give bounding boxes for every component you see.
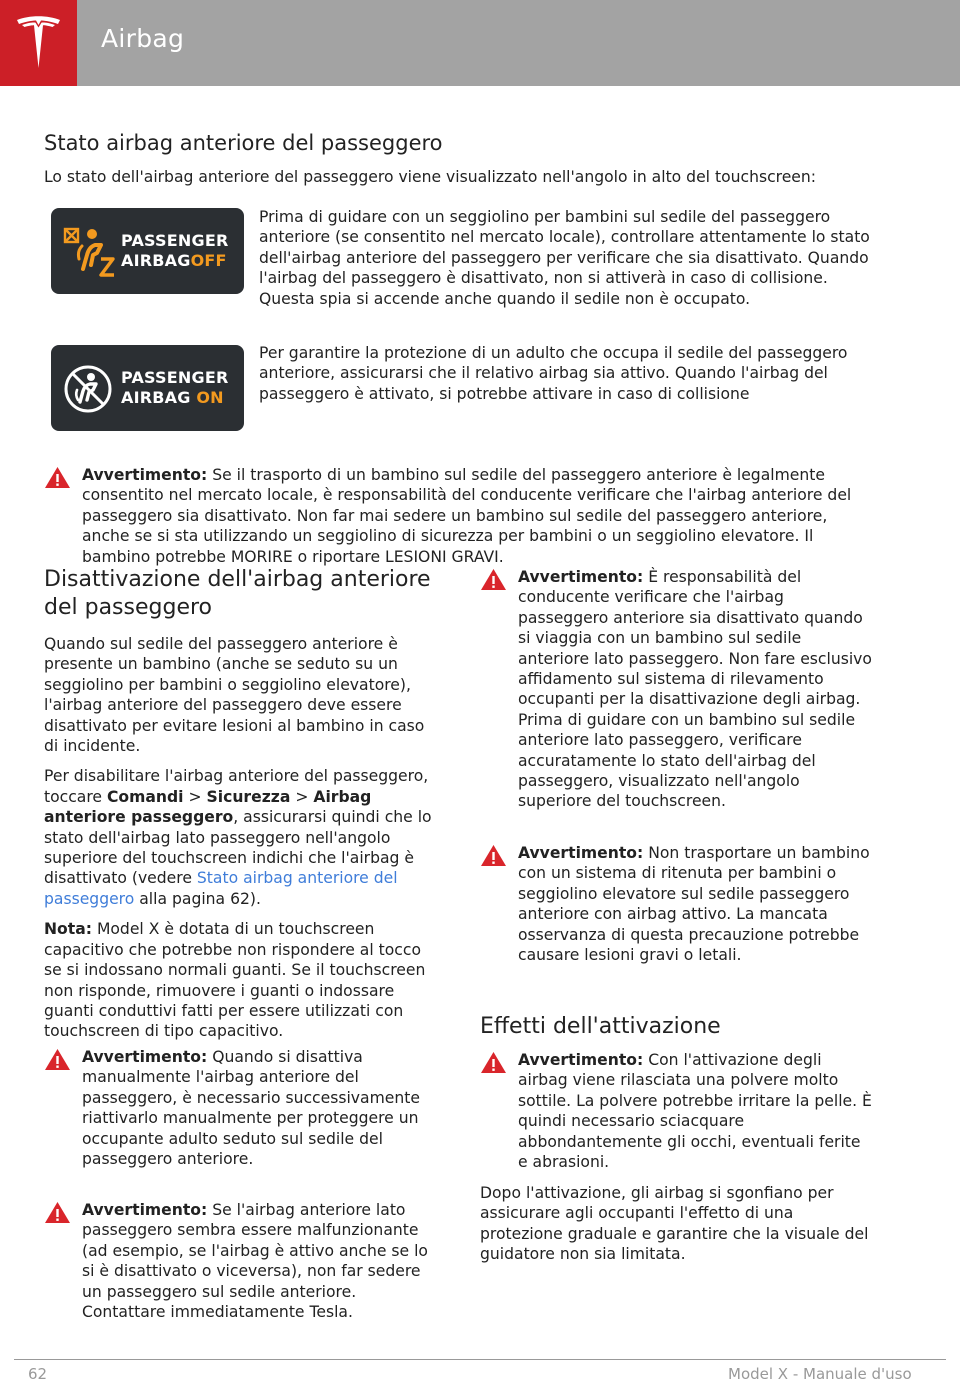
badge-on-state-word: ON <box>196 388 224 407</box>
note-label: Nota: <box>44 920 92 939</box>
footer-divider <box>14 1359 946 1360</box>
steps-text-a: Per disabilitare l'airbag anteriore del passeggero, toccare <box>44 767 429 806</box>
section-heading-effects: Effetti dell'attivazione <box>480 1014 721 1039</box>
menu-path-separator: > <box>290 787 314 806</box>
section-heading-deactivation: Disattivazione dell'airbag anteriore del passeggero <box>44 567 431 620</box>
warning-icon <box>44 466 71 489</box>
warning-label: Avvertimento: <box>82 1048 208 1066</box>
warning-icon <box>480 844 507 867</box>
deactivation-steps <box>44 766 436 909</box>
warning-child-seat <box>44 465 879 567</box>
warning-dust <box>480 1050 872 1172</box>
warning-text: Se l'airbag anteriore lato passeggero sembra essere malfunzionante (ad esempio, se l'airbag è attivo anche se lo si è disattivato o viceversa), non far sedere un passeggero sul sedile anteriore. Contattare immediatamente Tesla. <box>82 1201 428 1322</box>
page-header <box>0 0 960 86</box>
badge-off-state-word: OFF <box>190 251 227 270</box>
steps-text-c: alla pagina 62). <box>134 889 261 908</box>
warning-icon <box>480 1051 507 1074</box>
warning-label: Avvertimento: <box>82 466 208 484</box>
left-column <box>44 566 436 1052</box>
warning-child-restraint <box>480 843 872 965</box>
section-heading-status: Stato airbag anteriore del passeggero <box>44 131 443 155</box>
warning-icon <box>480 568 507 591</box>
tesla-logo-icon <box>13 14 64 72</box>
badge-on-line2 <box>121 389 224 407</box>
badge-on-line1: PASSENGER <box>121 368 229 387</box>
badge-off-line2 <box>121 252 227 270</box>
menu-path-sicurezza: Sicurezza <box>206 787 291 806</box>
badge-on-description: Per garantire la protezione di un adulto che occupa il sedile del passeggero anteriore, assicurarsi che il relativo airbag sia attivo. Quando l'airbag del passeggero è attivato, si potrebbe attivare in caso di collisione <box>259 344 848 403</box>
warning-malfunction <box>44 1200 436 1322</box>
menu-path-separator: > <box>183 787 207 806</box>
steps-text-b: , assicurarsi quindi che lo stato dell'airbag lato passeggero nell'angolo superiore del touchscreen indichi che l'airbag è disattivato (vedere <box>44 808 432 888</box>
badge-off-description: Prima di guidare con un seggiolino per bambini sul sedile del passeggero anteriore (se consentito nel mercato locale), controllare attentamente lo stato dell'airbag anteriore del passeggero per verificare che sia disattivato. Quando l'airbag del passeggero è disattivato, non si attiverà in caso di collisione. Questa spia si accende anche quando il sedile non è occupato. <box>259 208 870 308</box>
badge-off-airbag-word: AIRBAG <box>121 251 191 270</box>
airbag-on-icon <box>61 362 115 416</box>
page-title: Airbag <box>101 24 185 53</box>
tesla-logo <box>0 0 77 86</box>
document-title: Model X - Manuale d'uso <box>728 1365 912 1383</box>
warning-icon <box>44 1048 71 1071</box>
warning-label: Avvertimento: <box>518 844 644 862</box>
page-number: 62 <box>28 1365 48 1383</box>
deactivation-paragraph: Quando sul sedile del passeggero anteriore è presente un bambino (anche se seduto su un seggiolino per bambini o seggiolino elevatore), l'airbag anteriore del passeggero deve essere disattivato per evitare lesioni al bambino in caso di incidente. <box>44 635 425 756</box>
menu-path-airbag: Airbag anteriore passeggero <box>44 787 372 827</box>
passenger-airbag-on-badge <box>51 345 244 431</box>
passenger-airbag-off-badge <box>51 208 244 294</box>
warning-text: Quando si disattiva manualmente l'airbag anteriore del passeggero, è necessario successivamente riattivarlo manualmente per proteggere un occupante adulto seduto sul sedile del passeggero anteriore. <box>82 1048 420 1169</box>
warning-label: Avvertimento: <box>82 1201 208 1219</box>
warning-text: Con l'attivazione degli airbag viene rilasciata una polvere molto sottile. La polvere potrebbe irritare la pelle. È quindi necessario sciacquare abbondantemente gli occhi, eventuali ferite e abrasioni. <box>518 1051 872 1172</box>
airbag-off-icon <box>61 225 115 279</box>
warning-icon <box>44 1201 71 1224</box>
note-text: Model X è dotata di un touchscreen capacitivo che potrebbe non rispondere al tocco se si indossano normali guanti. Se il touchscreen non risponde, rimuovere i guanti o indossare guanti conduttivi fatti per essere utilizzati con touchscreen di tipo capacitivo. <box>44 920 426 1041</box>
after-deployment-paragraph: Dopo l'attivazione, gli airbag si sgonfiano per assicurare agli occupanti l'effetto di una protezione graduale e garantire che la visuale del guidatore non sia limitata. <box>480 1184 869 1264</box>
menu-path-comandi: Comandi <box>106 787 184 806</box>
warning-reactivate <box>44 1047 436 1169</box>
status-section-link[interactable]: Stato airbag anteriore del passeggero <box>44 869 398 908</box>
note-paragraph <box>44 919 436 1041</box>
badge-off-line1: PASSENGER <box>121 231 229 250</box>
warning-label: Avvertimento: <box>518 568 644 586</box>
warning-text: Se il trasporto di un bambino sul sedile del passeggero anteriore è legalmente consentito nel mercato locale, è responsabilità del conducente verificare che l'airbag anteriore del passeggero sia disattivato. Non far mai sedere un bambino sul sedile del passeggero anteriore, anche se si sta utilizzando un seggiolino di sicurezza per bambini o un seggiolino elevatore. Il bambino potrebbe MORIRE o riportare LESIONI GRAVI. <box>82 466 852 566</box>
warning-driver-responsibility <box>480 567 872 812</box>
warning-label: Avvertimento: <box>518 1051 644 1069</box>
badge-on-airbag-word: AIRBAG <box>121 388 191 407</box>
status-intro: Lo stato dell'airbag anteriore del passeggero viene visualizzato nell'angolo in alto del touchscreen: <box>44 168 817 186</box>
warning-text: Non trasportare un bambino con un sistema di ritenuta per bambini o seggiolino elevatore sul sedile passeggero anteriore con airbag attivo. La mancata osservanza di questa precauzione potrebbe causare lesioni gravi o letali. <box>518 844 870 965</box>
warning-text: È responsabilità del conducente verificare che l'airbag passeggero anteriore sia disattivato quando si viaggia con un bambino sul sedile anteriore lato passeggero. Non fare esclusivo affidamento sul sistema di rilevamento occupanti per la disattivazione degli airbag. Prima di guidare con un bambino sul sedile anteriore lato passeggero, verificare accuratamente lo stato dell'airbag del passeggero, visualizzato nell'angolo superiore del touchscreen. <box>518 568 872 811</box>
